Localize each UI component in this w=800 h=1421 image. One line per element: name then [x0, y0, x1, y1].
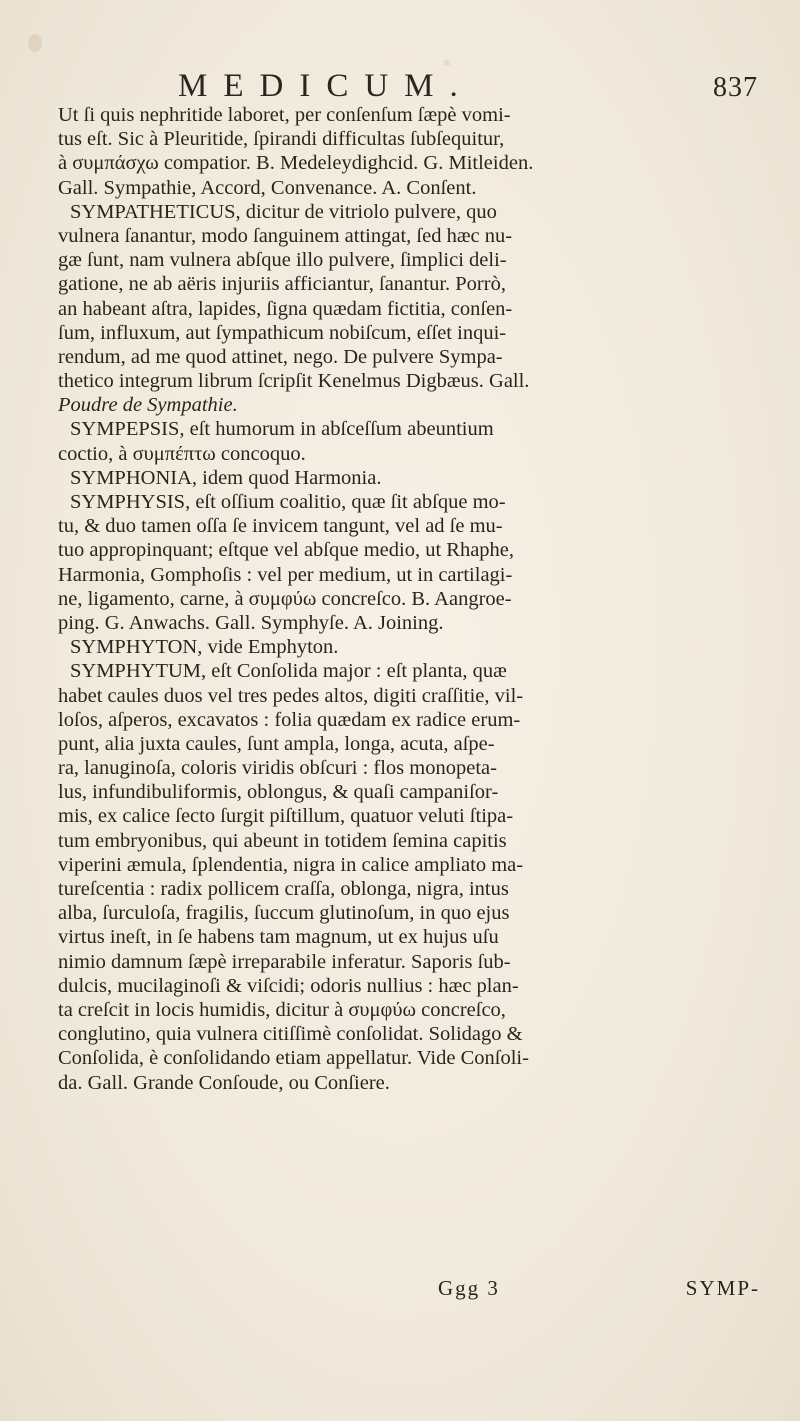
text-line: ta creſcit in locis humidis, dicitur à συμφύω concreſco,	[58, 998, 506, 1021]
paper-stain	[28, 34, 42, 52]
text-line: dulcis, mucilaginoſi & viſcidi; odoris nullius : hæc plan-	[58, 974, 519, 997]
text-line: Conſolida, è conſolidando etiam appellatur. Vide Conſoli-	[58, 1047, 529, 1070]
entry-headword-line: SYMPHONIA, idem quod Harmonia.	[70, 466, 382, 489]
text-line: ping. G. Anwachs. Gall. Symphyſe. A. Joining.	[58, 611, 444, 634]
text-line: loſos, aſperos, excavatos : folia quædam ex radice erum-	[58, 708, 521, 731]
text-line: nimio damnum ſæpè irreparabile inferatur. Saporis ſub-	[58, 950, 511, 973]
text-line: tuo appropinquant; eſtque vel abſque medio, ut Rhaphe,	[58, 539, 515, 562]
paper-stain	[444, 60, 450, 66]
text-line: gæ ſunt, nam vulnera abſque illo pulvere, ſimplici deli-	[58, 249, 507, 272]
page-header	[0, 68, 800, 108]
text-line: ra, lanuginoſa, coloris viridis obſcuri : flos monopeta-	[58, 757, 497, 780]
text-line: thetico integrum librum ſcripſit Kenelmus Digbæus. Gall.	[58, 370, 530, 393]
text-line: alba, ſurculoſa, fragilis, ſuccum glutinoſum, in quo ejus	[58, 902, 510, 925]
running-title: MEDICUM.	[178, 68, 474, 104]
entry-headword-line: SYMPEPSIS, eſt humorum in abſceſſum abeuntium	[70, 418, 494, 441]
text-line: vulnera ſanantur, modo ſanguinem attingat, ſed hæc nu-	[58, 224, 513, 247]
text-line: punt, alia juxta caules, ſunt ampla, longa, acuta, aſpe-	[58, 732, 495, 755]
dictionary-text	[58, 103, 766, 1095]
page-footer	[58, 1276, 766, 1302]
text-line: tu, & duo tamen oſſa ſe invicem tangunt, vel ad ſe mu-	[58, 515, 503, 538]
entry-headword-line: SYMPHYTON, vide Emphyton.	[70, 636, 339, 659]
signature-mark: Ggg 3	[438, 1276, 500, 1300]
text-line: an habeant aſtra, lapides, ſigna quædam fictitia, conſen-	[58, 297, 513, 320]
text-line: Harmonia, Gomphoſis : vel per medium, ut in cartilagi-	[58, 563, 513, 586]
entry-headword-line: SYMPHYSIS, eſt oſſium coalitio, quæ ſit abſque mo-	[70, 491, 506, 513]
text-line: ne, ligamento, carne, à συμφύω concreſco. B. Aangroe-	[58, 587, 512, 610]
text-line: habet caules duos vel tres pedes altos, digiti craſſitie, vil-	[58, 684, 524, 707]
text-line: rendum, ad me quod attinet, nego. De pulvere Sympa-	[58, 345, 503, 368]
entry-headword-line: SYMPHYTUM, eſt Conſolida major : eſt planta, quæ	[70, 660, 507, 683]
text-line: Gall. Sympathie, Accord, Convenance. A. Conſent.	[58, 176, 477, 199]
entry-headword-line: SYMPATHETICUS, dicitur de vitriolo pulvere, quo	[70, 200, 497, 223]
text-line: lus, infundibuliformis, oblongus, & quaſi campaniſor-	[58, 781, 499, 804]
text-line: à συμπάσχω compatior. B. Medeleydighcid. G. Mitleiden.	[58, 152, 534, 175]
text-line: gatione, ne ab aëris injuriis afficiantur, ſanantur. Porrò,	[58, 273, 506, 296]
text-line: Ut ſi quis nephritide laboret, per conſenſum ſæpè vomi-	[58, 104, 511, 126]
text-line: viperini æmula, ſplendentia, nigra in calice ampliato ma-	[58, 853, 524, 876]
text-line: virtus ineſt, in ſe habens tam magnum, ut ex hujus uſu	[58, 926, 499, 949]
text-line: conglutino, quia vulnera citiſſimè conſolidat. Solidago &	[58, 1023, 523, 1046]
text-line: mis, ex calice ſecto ſurgit piſtillum, quatuor veluti ſtipa-	[58, 805, 514, 828]
text-line: da. Gall. Grande Conſoude, ou Conſiere.	[58, 1071, 390, 1094]
text-line: ſum, influxum, aut ſympathicum nobiſcum, eſſet inqui-	[58, 321, 507, 344]
page-number: 837	[713, 72, 758, 103]
text-line: tureſcentia : radix pollicem craſſa, oblonga, nigra, intus	[58, 878, 509, 900]
text-line: Poudre de Sympathie.	[58, 394, 238, 417]
text-line: tum embryonibus, qui abeunt in totidem ſemina capitis	[58, 829, 507, 852]
catchword: SYMP-	[685, 1276, 760, 1300]
text-line: tus eſt. Sic à Pleuritide, ſpirandi difficultas ſubſequitur,	[58, 128, 505, 151]
text-line: coctio, à συμπέπτω concoquo.	[58, 442, 306, 465]
